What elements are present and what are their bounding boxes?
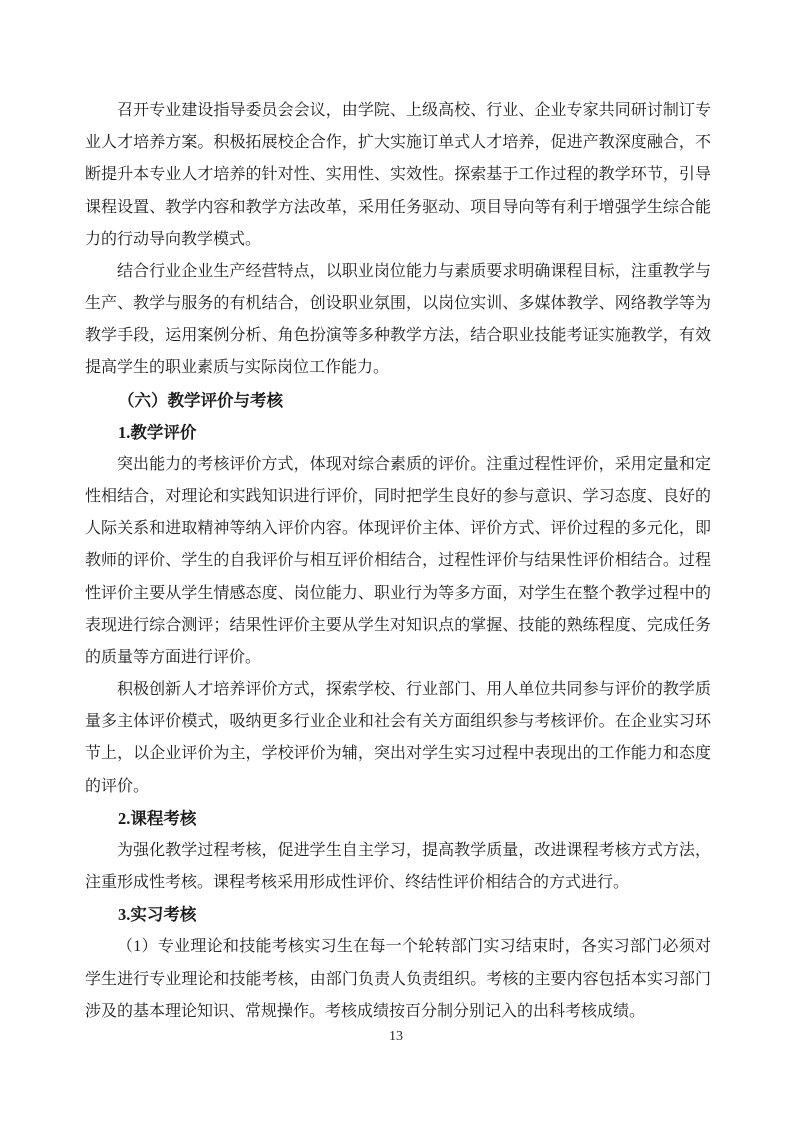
subsection-heading-course-assessment: 2.课程考核	[118, 808, 197, 828]
body-paragraph: 突出能力的考核评价方式，体现对综合素质的评价。注重过程性评价，采用定量和定性相结合，对理论和实践知识进行评价，同时把学生良好的参与意识、学习态度、良好的人际关系和进取精神等纳入评价内容。体现评价主体、评价方式、评价过程的多元化，即教师的评价、学生的自我评价与相互评价相结合，过程性评价与结果性评价相结合。过程性评价主要从学生情感态度、岗位能力、职业行为等多方面，对学生在整个教学过程中的表现进行综合测评；结果性评价主要从学生对知识点的掌握、技能的熟练程度、完成任务的质量等方面进行评价。	[85, 455, 711, 666]
document-body	[85, 95, 711, 1028]
subsection-heading-teaching-evaluation: 1.教学评价	[118, 422, 197, 442]
subsection-heading-internship-assessment: 3.实习考核	[118, 905, 197, 925]
body-paragraph: 结合行业企业生产经营特点，以职业岗位能力与素质要求明确课程目标，注重教学与生产、教学与服务的有机结合，创设职业氛围，以岗位实训、多媒体教学、网络教学等为教学手段，运用案例分析、角色扮演等多种教学方法，结合职业技能考证实施教学，有效提高学生的职业素质与实际岗位工作能力。	[85, 262, 711, 377]
section-heading-teaching-evaluation-and-assessment: （六）教学评价与考核	[118, 390, 283, 410]
body-paragraph: （1）专业理论和技能考核实习生在每一个轮转部门实习结束时，各实习部门必须对学生进行专业理论和技能考核，由部门负责人负责组织。考核的主要内容包括本实习部门涉及的基本理论知识、常规操作。考核成绩按百分制分别记入的出科考核成绩。	[85, 938, 711, 1020]
body-paragraph: 为强化教学过程考核，促进学生自主学习，提高教学质量，改进课程考核方式方法，注重形成性考核。课程考核采用形成性评价、终结性评价相结合的方式进行。	[85, 841, 711, 892]
body-paragraph: 积极创新人才培养评价方式，探索学校、行业部门、用人单位共同参与评价的教学质量多主体评价模式，吸纳更多行业企业和社会有关方面组织参与考核评价。在企业实习环节上，以企业评价为主，学校评价为辅，突出对学生实习过程中表现出的工作能力和态度的评价。	[85, 681, 711, 795]
body-paragraph: 召开专业建设指导委员会会议，由学院、上级高校、行业、企业专家共同研讨制订专业人才培养方案。积极拓展校企合作，扩大实施订单式人才培养，促进产教深度融合，不断提升本专业人才培养的针对性、实用性、实效性。探索基于工作过程的教学环节，引导课程设置、教学内容和教学方法改革，采用任务驱动、项目导向等有利于增强学生综合能力的行动导向教学模式。	[85, 102, 711, 248]
page-number: 13	[389, 1029, 403, 1044]
